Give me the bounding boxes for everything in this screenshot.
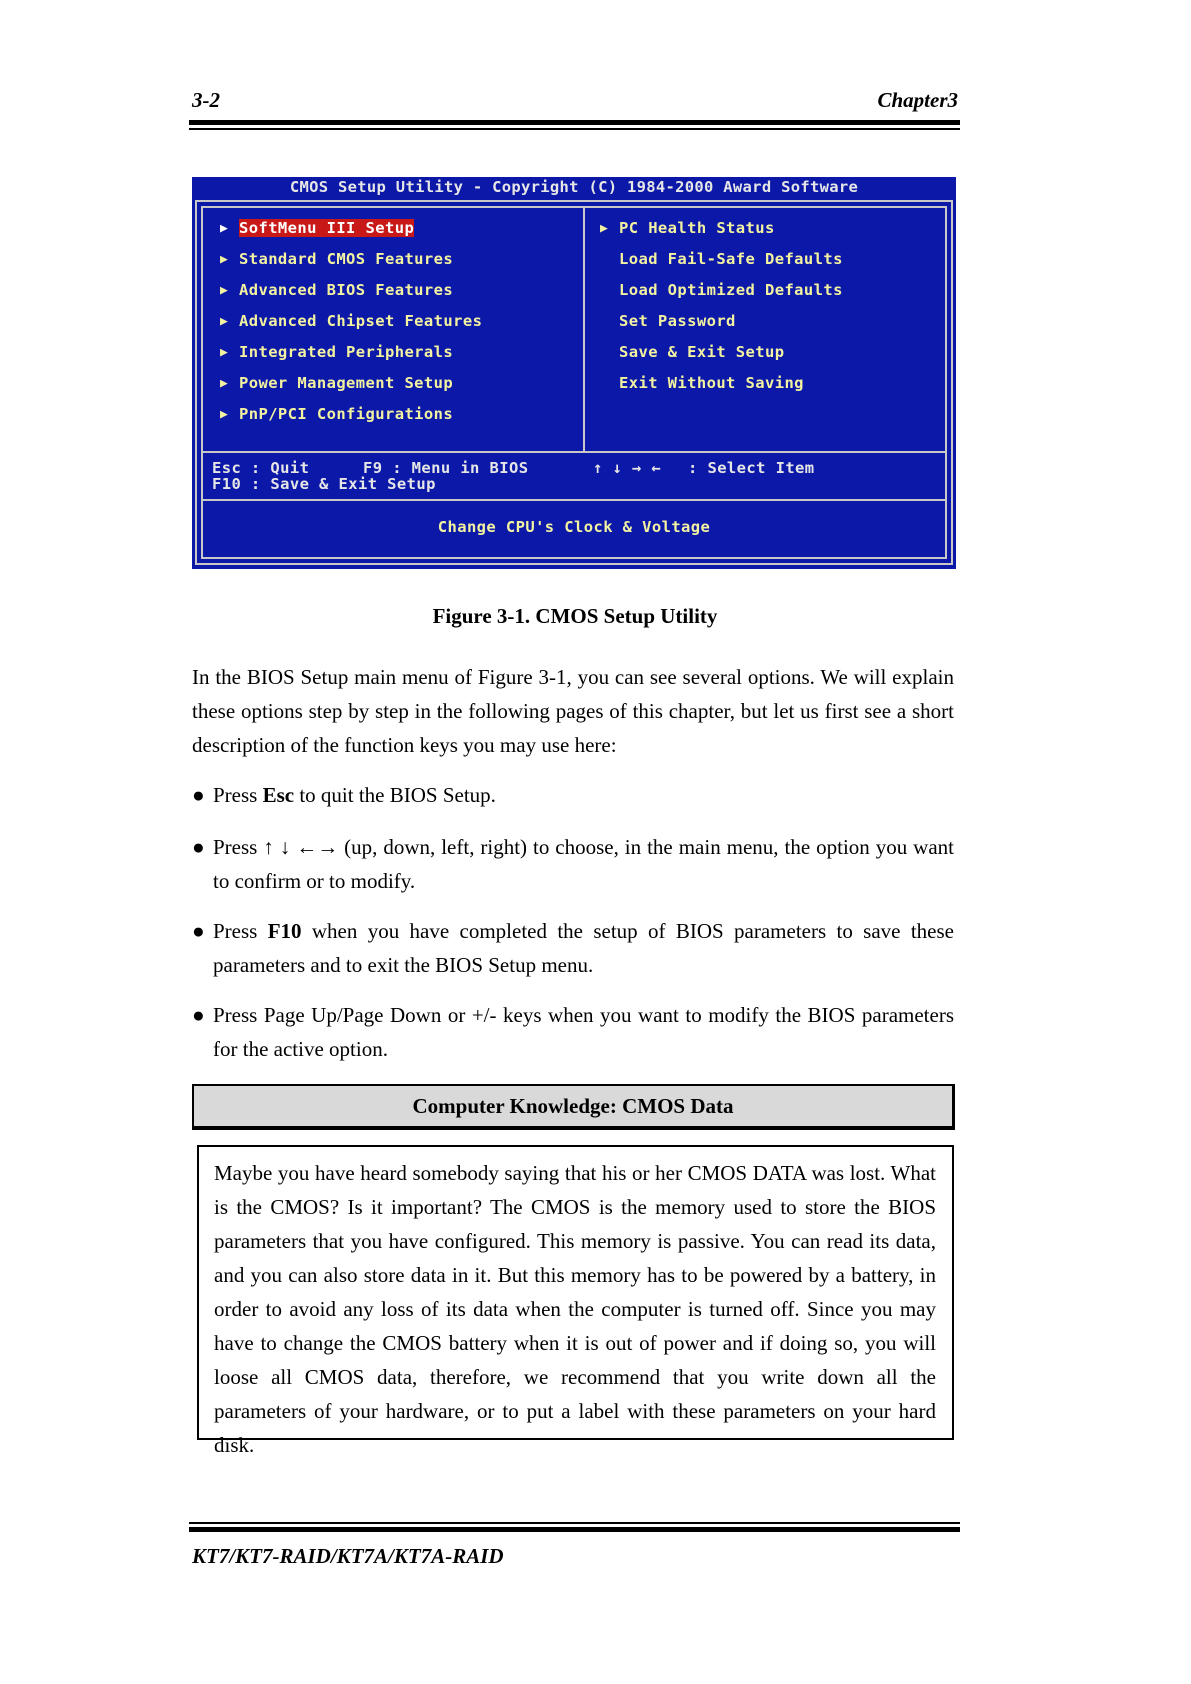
bios-inner-frame — [201, 206, 947, 559]
arrow-keys-icon: ↑ ↓ → ← — [593, 459, 662, 477]
menu-item-load-failsafe[interactable]: Load Fail-Safe Defaults — [619, 250, 843, 268]
key-hint-select: : Select Item — [688, 459, 815, 477]
bios-screen — [192, 177, 956, 569]
bios-frame — [195, 200, 953, 565]
key-name: F10 — [267, 919, 302, 943]
menu-item-pnp-pci[interactable]: PnP/PCI Configurations — [239, 405, 454, 423]
bullet-icon: ● — [192, 783, 205, 807]
menu-item-pc-health[interactable]: PC Health Status — [619, 219, 775, 237]
bios-divider — [203, 451, 945, 453]
right-triangle-icon: ▶ — [220, 221, 228, 236]
knowledge-box-body: Maybe you have heard somebody saying that his or her CMOS DATA was lost. What is the CMOS? Is it important? The CMOS is the memory used to store the BIOS parameters that you have configured. This memory is passive. You can read its data, and you can also store data in it. But this memory has to be powered by a battery, in order to avoid any loss of its data when the computer is turned off. Since you may have to change the CMOS battery when it is out of power and if doing so, you will loose all CMOS data, therefore, we recommend that you write down all the parameters of your hardware, or to put a label with these parameters on your hard disk. — [214, 1161, 936, 1457]
bios-divider — [203, 499, 945, 501]
knowledge-box — [197, 1145, 954, 1457]
menu-item-standard-cmos[interactable]: Standard CMOS Features — [239, 250, 454, 268]
menu-item-power-management[interactable]: Power Management Setup — [239, 374, 454, 392]
header-rule-thick — [189, 120, 960, 125]
footer-rule-thick — [189, 1527, 960, 1532]
list-item: ● Press ↑ ↓ ←→ (up, down, left, right) to choose, in the main menu, the option you want to confirm or to modify. — [192, 830, 954, 898]
list-item: ● Press Page Up/Page Down or +/- keys when you want to modify the BIOS parameters for the active option. — [192, 998, 954, 1066]
menu-item-integrated-peripherals[interactable]: Integrated Peripherals — [239, 343, 454, 361]
right-triangle-icon: ▶ — [220, 252, 228, 267]
bios-column-divider — [583, 208, 585, 451]
bullet-icon: ● — [192, 919, 205, 943]
arrow-keys-icon: ↑ ↓ ←→ — [263, 835, 339, 859]
bullet-icon: ● — [192, 835, 205, 859]
menu-item-save-exit[interactable]: Save & Exit Setup — [619, 343, 785, 361]
menu-item-advanced-chipset[interactable]: Advanced Chipset Features — [239, 312, 483, 330]
intro-paragraph: In the BIOS Setup main menu of Figure 3-1, you can see several options. We will explain these options step by step in the following pages of this chapter, but let us first see a short description of the function keys you may use here: — [192, 665, 954, 757]
key-name: Esc — [262, 783, 295, 807]
right-triangle-icon: ▶ — [220, 407, 228, 422]
header-rule-thin — [189, 128, 960, 130]
footer-rule-thin — [189, 1522, 960, 1524]
bios-status-line: Change CPU's Clock & Voltage — [437, 518, 711, 536]
bios-title: CMOS Setup Utility - Copyright (C) 1984-2000 Award Software — [289, 178, 859, 196]
menu-item-load-optimized[interactable]: Load Optimized Defaults — [619, 281, 843, 299]
bullet-icon: ● — [192, 1003, 205, 1027]
list-item: ● Press Esc to quit the BIOS Setup. — [192, 778, 954, 812]
key-hint-f10: F10 : Save & Exit Setup — [212, 475, 436, 493]
menu-item-softmenu[interactable]: SoftMenu III Setup — [239, 219, 415, 237]
right-triangle-icon: ▶ — [220, 376, 228, 391]
list-item: ● Press F10 when you have completed the setup of BIOS parameters to save these parameters and to exit the BIOS Setup menu. — [192, 914, 954, 982]
right-triangle-icon: ▶ — [600, 221, 608, 236]
key-hint-esc: Esc : Quit — [212, 459, 310, 477]
right-triangle-icon: ▶ — [220, 283, 228, 298]
key-hint-f9: F9 : Menu in BIOS — [363, 459, 529, 477]
chapter-title: Chapter3 — [877, 88, 958, 112]
knowledge-box-title: Computer Knowledge: CMOS Data — [192, 1084, 955, 1130]
page-number: 3-2 — [192, 88, 220, 112]
footer-model: KT7/KT7-RAID/KT7A/KT7A-RAID — [192, 1544, 504, 1568]
right-triangle-icon: ▶ — [220, 345, 228, 360]
right-triangle-icon: ▶ — [220, 314, 228, 329]
figure-caption: Figure 3-1. CMOS Setup Utility — [432, 604, 718, 628]
menu-item-set-password[interactable]: Set Password — [619, 312, 736, 330]
menu-item-exit-without-saving[interactable]: Exit Without Saving — [619, 374, 804, 392]
menu-item-advanced-bios[interactable]: Advanced BIOS Features — [239, 281, 454, 299]
